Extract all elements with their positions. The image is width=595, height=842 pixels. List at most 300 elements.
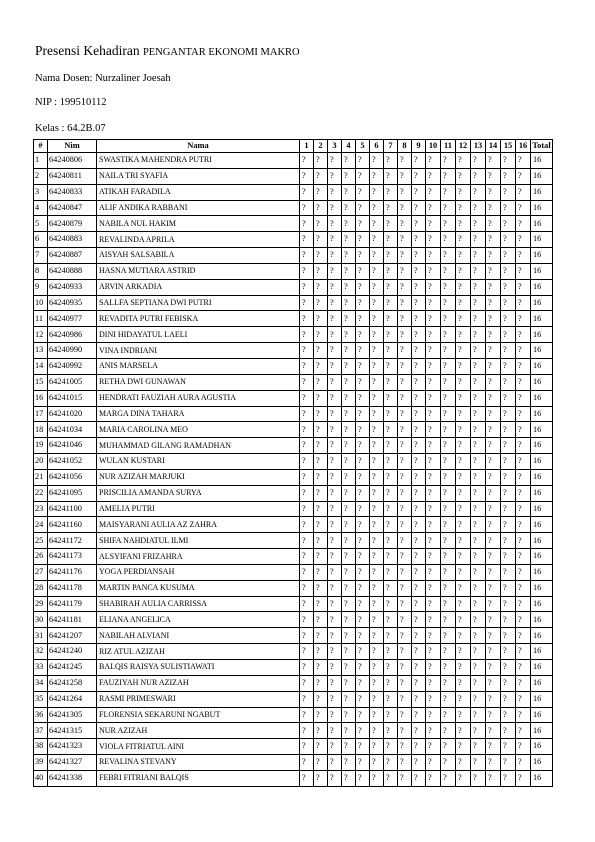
attendance-mark: ? [501, 501, 516, 517]
attendance-mark: ? [328, 438, 342, 454]
student-nim: 64240833 [48, 184, 97, 200]
attendance-total: 16 [531, 549, 553, 565]
attendance-mark: ? [412, 200, 426, 216]
table-row [34, 311, 553, 327]
row-number: 19 [34, 438, 48, 454]
attendance-total: 16 [531, 200, 553, 216]
attendance-total: 16 [531, 406, 553, 422]
student-nim: 64241327 [48, 755, 97, 771]
attendance-mark: ? [471, 327, 486, 343]
attendance-mark: ? [384, 469, 398, 485]
attendance-mark: ? [398, 755, 412, 771]
attendance-mark: ? [370, 295, 384, 311]
student-nim: 64241095 [48, 485, 97, 501]
table-row [34, 549, 553, 565]
attendance-mark: ? [356, 422, 370, 438]
attendance-mark: ? [314, 311, 328, 327]
attendance-mark: ? [342, 343, 356, 359]
attendance-mark: ? [501, 279, 516, 295]
attendance-mark: ? [384, 580, 398, 596]
attendance-mark: ? [300, 406, 314, 422]
attendance-mark: ? [300, 549, 314, 565]
table-row [34, 612, 553, 628]
student-name: YOGA PERDIANSAH [97, 564, 300, 580]
attendance-mark: ? [412, 454, 426, 470]
row-number: 24 [34, 517, 48, 533]
attendance-mark: ? [356, 469, 370, 485]
attendance-mark: ? [501, 533, 516, 549]
attendance-mark: ? [398, 517, 412, 533]
attendance-mark: ? [328, 454, 342, 470]
attendance-mark: ? [300, 628, 314, 644]
attendance-mark: ? [471, 454, 486, 470]
attendance-mark: ? [328, 153, 342, 169]
attendance-mark: ? [370, 279, 384, 295]
attendance-mark: ? [486, 770, 501, 786]
attendance-mark: ? [456, 454, 471, 470]
attendance-mark: ? [356, 549, 370, 565]
table-row [34, 517, 553, 533]
attendance-total: 16 [531, 501, 553, 517]
attendance-mark: ? [486, 374, 501, 390]
attendance-mark: ? [486, 200, 501, 216]
attendance-mark: ? [370, 549, 384, 565]
attendance-mark: ? [441, 358, 456, 374]
attendance-mark: ? [356, 612, 370, 628]
attendance-mark: ? [328, 517, 342, 533]
attendance-mark: ? [456, 485, 471, 501]
row-number: 9 [34, 279, 48, 295]
attendance-mark: ? [471, 533, 486, 549]
attendance-mark: ? [516, 770, 531, 786]
attendance-mark: ? [356, 390, 370, 406]
attendance-mark: ? [342, 533, 356, 549]
attendance-mark: ? [441, 422, 456, 438]
attendance-mark: ? [471, 343, 486, 359]
attendance-total: 16 [531, 327, 553, 343]
attendance-mark: ? [398, 612, 412, 628]
row-number: 8 [34, 263, 48, 279]
attendance-mark: ? [342, 517, 356, 533]
attendance-mark: ? [370, 374, 384, 390]
attendance-mark: ? [412, 311, 426, 327]
attendance-mark: ? [328, 660, 342, 676]
student-nim: 64241100 [48, 501, 97, 517]
attendance-mark: ? [486, 517, 501, 533]
attendance-mark: ? [426, 184, 441, 200]
attendance-mark: ? [328, 390, 342, 406]
attendance-mark: ? [471, 628, 486, 644]
attendance-mark: ? [356, 279, 370, 295]
attendance-mark: ? [370, 675, 384, 691]
attendance-mark: ? [516, 660, 531, 676]
attendance-mark: ? [328, 580, 342, 596]
attendance-mark: ? [471, 216, 486, 232]
attendance-mark: ? [384, 153, 398, 169]
attendance-mark: ? [342, 755, 356, 771]
student-nim: 64241173 [48, 549, 97, 565]
attendance-mark: ? [456, 660, 471, 676]
attendance-mark: ? [342, 628, 356, 644]
attendance-mark: ? [398, 707, 412, 723]
attendance-mark: ? [516, 406, 531, 422]
attendance-total: 16 [531, 469, 553, 485]
student-nim: 64240847 [48, 200, 97, 216]
header-meeting-11: 11 [441, 140, 456, 153]
attendance-mark: ? [342, 770, 356, 786]
table-row [34, 216, 553, 232]
student-name: NABILAH ALVIANI [97, 628, 300, 644]
attendance-mark: ? [342, 263, 356, 279]
attendance-mark: ? [356, 644, 370, 660]
attendance-mark: ? [516, 153, 531, 169]
table-row [34, 263, 553, 279]
attendance-mark: ? [356, 707, 370, 723]
attendance-mark: ? [426, 263, 441, 279]
attendance-mark: ? [300, 533, 314, 549]
attendance-mark: ? [328, 501, 342, 517]
attendance-mark: ? [456, 770, 471, 786]
attendance-mark: ? [356, 184, 370, 200]
table-row [34, 422, 553, 438]
attendance-mark: ? [328, 168, 342, 184]
attendance-mark: ? [412, 675, 426, 691]
attendance-mark: ? [456, 580, 471, 596]
attendance-mark: ? [370, 770, 384, 786]
attendance-mark: ? [501, 564, 516, 580]
attendance-mark: ? [398, 200, 412, 216]
row-number: 32 [34, 644, 48, 660]
row-number: 1 [34, 153, 48, 169]
attendance-mark: ? [356, 153, 370, 169]
header-total: Total [531, 140, 553, 153]
attendance-mark: ? [314, 660, 328, 676]
attendance-total: 16 [531, 612, 553, 628]
student-nim: 64241160 [48, 517, 97, 533]
student-name: HASNA MUTIARA ASTRID [97, 263, 300, 279]
attendance-mark: ? [486, 675, 501, 691]
attendance-mark: ? [501, 691, 516, 707]
attendance-mark: ? [300, 327, 314, 343]
attendance-mark: ? [342, 248, 356, 264]
student-name: MARIA CAROLINA MEO [97, 422, 300, 438]
attendance-mark: ? [300, 422, 314, 438]
table-row [34, 374, 553, 390]
attendance-mark: ? [314, 580, 328, 596]
student-nim: 64241015 [48, 390, 97, 406]
attendance-mark: ? [328, 485, 342, 501]
attendance-mark: ? [342, 691, 356, 707]
table-row [34, 675, 553, 691]
attendance-mark: ? [426, 358, 441, 374]
attendance-mark: ? [412, 549, 426, 565]
attendance-mark: ? [384, 454, 398, 470]
student-name: ANIS MARSELA [97, 358, 300, 374]
table-row [34, 232, 553, 248]
attendance-mark: ? [300, 501, 314, 517]
header-meeting-5: 5 [356, 140, 370, 153]
student-name: SWASTIKA MAHENDRA PUTRI [97, 153, 300, 169]
attendance-mark: ? [486, 533, 501, 549]
attendance-mark: ? [398, 675, 412, 691]
attendance-mark: ? [456, 469, 471, 485]
attendance-mark: ? [300, 739, 314, 755]
attendance-mark: ? [412, 644, 426, 660]
attendance-mark: ? [516, 612, 531, 628]
attendance-mark: ? [398, 660, 412, 676]
attendance-mark: ? [441, 216, 456, 232]
attendance-mark: ? [471, 596, 486, 612]
student-name: MAISYARANI AULIA AZ ZAHRA [97, 517, 300, 533]
attendance-mark: ? [370, 723, 384, 739]
attendance-mark: ? [456, 390, 471, 406]
attendance-mark: ? [356, 739, 370, 755]
student-nim: 64241338 [48, 770, 97, 786]
student-name: NUR AZIZAH MARJUKI [97, 469, 300, 485]
attendance-mark: ? [342, 422, 356, 438]
attendance-mark: ? [456, 438, 471, 454]
attendance-mark: ? [412, 612, 426, 628]
attendance-mark: ? [356, 675, 370, 691]
header-nim: Nim [48, 140, 97, 153]
attendance-mark: ? [370, 311, 384, 327]
attendance-mark: ? [398, 422, 412, 438]
attendance-mark: ? [441, 596, 456, 612]
attendance-mark: ? [516, 279, 531, 295]
attendance-total: 16 [531, 723, 553, 739]
attendance-mark: ? [412, 184, 426, 200]
attendance-total: 16 [531, 263, 553, 279]
table-row [34, 200, 553, 216]
attendance-mark: ? [300, 596, 314, 612]
table-row [34, 248, 553, 264]
attendance-mark: ? [456, 564, 471, 580]
row-number: 39 [34, 755, 48, 771]
header-meeting-8: 8 [398, 140, 412, 153]
student-nim: 64241181 [48, 612, 97, 628]
attendance-mark: ? [412, 485, 426, 501]
student-nim: 64240986 [48, 327, 97, 343]
attendance-mark: ? [441, 739, 456, 755]
attendance-mark: ? [486, 755, 501, 771]
attendance-mark: ? [501, 311, 516, 327]
row-number: 27 [34, 564, 48, 580]
attendance-mark: ? [426, 168, 441, 184]
student-name: SALLFA SEPTIANA DWI PUTRI [97, 295, 300, 311]
attendance-mark: ? [342, 311, 356, 327]
student-name: AISYAH SALSABILA [97, 248, 300, 264]
attendance-mark: ? [486, 406, 501, 422]
student-name: PRISCILIA AMANDA SURYA [97, 485, 300, 501]
attendance-mark: ? [426, 153, 441, 169]
attendance-mark: ? [456, 596, 471, 612]
attendance-mark: ? [426, 422, 441, 438]
attendance-mark: ? [516, 549, 531, 565]
attendance-mark: ? [516, 200, 531, 216]
attendance-mark: ? [384, 707, 398, 723]
row-number: 30 [34, 612, 48, 628]
attendance-mark: ? [328, 248, 342, 264]
attendance-mark: ? [456, 279, 471, 295]
attendance-mark: ? [370, 660, 384, 676]
attendance-mark: ? [356, 232, 370, 248]
attendance-mark: ? [516, 327, 531, 343]
attendance-mark: ? [300, 469, 314, 485]
attendance-mark: ? [370, 739, 384, 755]
table-row [34, 279, 553, 295]
attendance-mark: ? [342, 564, 356, 580]
row-number: 28 [34, 580, 48, 596]
attendance-mark: ? [384, 549, 398, 565]
attendance-mark: ? [342, 200, 356, 216]
attendance-mark: ? [384, 279, 398, 295]
attendance-mark: ? [370, 580, 384, 596]
attendance-mark: ? [370, 517, 384, 533]
attendance-mark: ? [486, 564, 501, 580]
attendance-mark: ? [486, 549, 501, 565]
attendance-mark: ? [384, 263, 398, 279]
row-number: 10 [34, 295, 48, 311]
attendance-mark: ? [516, 422, 531, 438]
attendance-total: 16 [531, 517, 553, 533]
attendance-mark: ? [370, 168, 384, 184]
attendance-mark: ? [486, 612, 501, 628]
attendance-mark: ? [471, 374, 486, 390]
attendance-mark: ? [456, 422, 471, 438]
table-row [34, 184, 553, 200]
attendance-mark: ? [342, 675, 356, 691]
attendance-mark: ? [456, 343, 471, 359]
header-meeting-9: 9 [412, 140, 426, 153]
attendance-mark: ? [314, 770, 328, 786]
attendance-mark: ? [501, 485, 516, 501]
attendance-mark: ? [328, 263, 342, 279]
student-name: FEBRI FITRIANI BALQIS [97, 770, 300, 786]
student-name: MUHAMMAD GILANG RAMADHAN [97, 438, 300, 454]
table-row [34, 501, 553, 517]
student-name: ARVIN ARKADIA [97, 279, 300, 295]
attendance-mark: ? [486, 485, 501, 501]
attendance-mark: ? [501, 517, 516, 533]
attendance-mark: ? [501, 438, 516, 454]
table-row [34, 327, 553, 343]
attendance-mark: ? [314, 501, 328, 517]
attendance-mark: ? [314, 406, 328, 422]
attendance-mark: ? [328, 739, 342, 755]
row-number: 25 [34, 533, 48, 549]
attendance-mark: ? [501, 454, 516, 470]
attendance-mark: ? [486, 216, 501, 232]
attendance-mark: ? [501, 755, 516, 771]
attendance-mark: ? [501, 596, 516, 612]
attendance-mark: ? [501, 739, 516, 755]
attendance-mark: ? [501, 707, 516, 723]
header-meeting-15: 15 [501, 140, 516, 153]
attendance-mark: ? [300, 564, 314, 580]
student-name: RASMI PRIMESWARI [97, 691, 300, 707]
attendance-mark: ? [501, 723, 516, 739]
attendance-mark: ? [398, 549, 412, 565]
table-header-row [34, 140, 553, 153]
attendance-mark: ? [471, 580, 486, 596]
row-number: 7 [34, 248, 48, 264]
attendance-mark: ? [398, 485, 412, 501]
attendance-mark: ? [471, 311, 486, 327]
attendance-mark: ? [486, 311, 501, 327]
attendance-mark: ? [384, 739, 398, 755]
attendance-mark: ? [412, 755, 426, 771]
attendance-mark: ? [412, 580, 426, 596]
attendance-mark: ? [441, 755, 456, 771]
student-nim: 64241179 [48, 596, 97, 612]
attendance-mark: ? [501, 374, 516, 390]
attendance-mark: ? [501, 358, 516, 374]
row-number: 37 [34, 723, 48, 739]
attendance-mark: ? [398, 153, 412, 169]
attendance-mark: ? [516, 168, 531, 184]
attendance-mark: ? [314, 232, 328, 248]
attendance-mark: ? [342, 358, 356, 374]
attendance-mark: ? [501, 612, 516, 628]
attendance-mark: ? [300, 755, 314, 771]
attendance-mark: ? [456, 533, 471, 549]
attendance-mark: ? [328, 549, 342, 565]
attendance-mark: ? [398, 168, 412, 184]
attendance-mark: ? [356, 501, 370, 517]
attendance-mark: ? [356, 406, 370, 422]
table-row [34, 168, 553, 184]
attendance-mark: ? [314, 454, 328, 470]
student-name: NABILA NUL HAKIM [97, 216, 300, 232]
attendance-mark: ? [412, 390, 426, 406]
attendance-mark: ? [314, 533, 328, 549]
document-title [35, 43, 300, 59]
attendance-mark: ? [342, 469, 356, 485]
attendance-mark: ? [398, 454, 412, 470]
class-code: Kelas : 64.2B.07 [35, 123, 106, 134]
attendance-mark: ? [501, 422, 516, 438]
attendance-mark: ? [456, 739, 471, 755]
attendance-mark: ? [412, 343, 426, 359]
attendance-mark: ? [441, 263, 456, 279]
attendance-mark: ? [370, 153, 384, 169]
attendance-mark: ? [300, 770, 314, 786]
attendance-mark: ? [412, 628, 426, 644]
attendance-mark: ? [314, 390, 328, 406]
attendance-mark: ? [516, 755, 531, 771]
attendance-mark: ? [384, 295, 398, 311]
attendance-total: 16 [531, 564, 553, 580]
attendance-mark: ? [370, 533, 384, 549]
attendance-mark: ? [441, 723, 456, 739]
attendance-mark: ? [516, 232, 531, 248]
attendance-mark: ? [426, 644, 441, 660]
lecturer-name: Nama Dosen: Nurzaliner Joesah [35, 73, 171, 84]
header-meeting-2: 2 [314, 140, 328, 153]
attendance-mark: ? [426, 390, 441, 406]
attendance-total: 16 [531, 454, 553, 470]
student-name: REVALINDA APRILA [97, 232, 300, 248]
attendance-total: 16 [531, 153, 553, 169]
attendance-mark: ? [501, 153, 516, 169]
attendance-mark: ? [412, 438, 426, 454]
attendance-mark: ? [398, 279, 412, 295]
attendance-mark: ? [342, 549, 356, 565]
student-name: VINA INDRIANI [97, 343, 300, 359]
attendance-mark: ? [314, 295, 328, 311]
header-meeting-12: 12 [456, 140, 471, 153]
student-nim: 64241056 [48, 469, 97, 485]
